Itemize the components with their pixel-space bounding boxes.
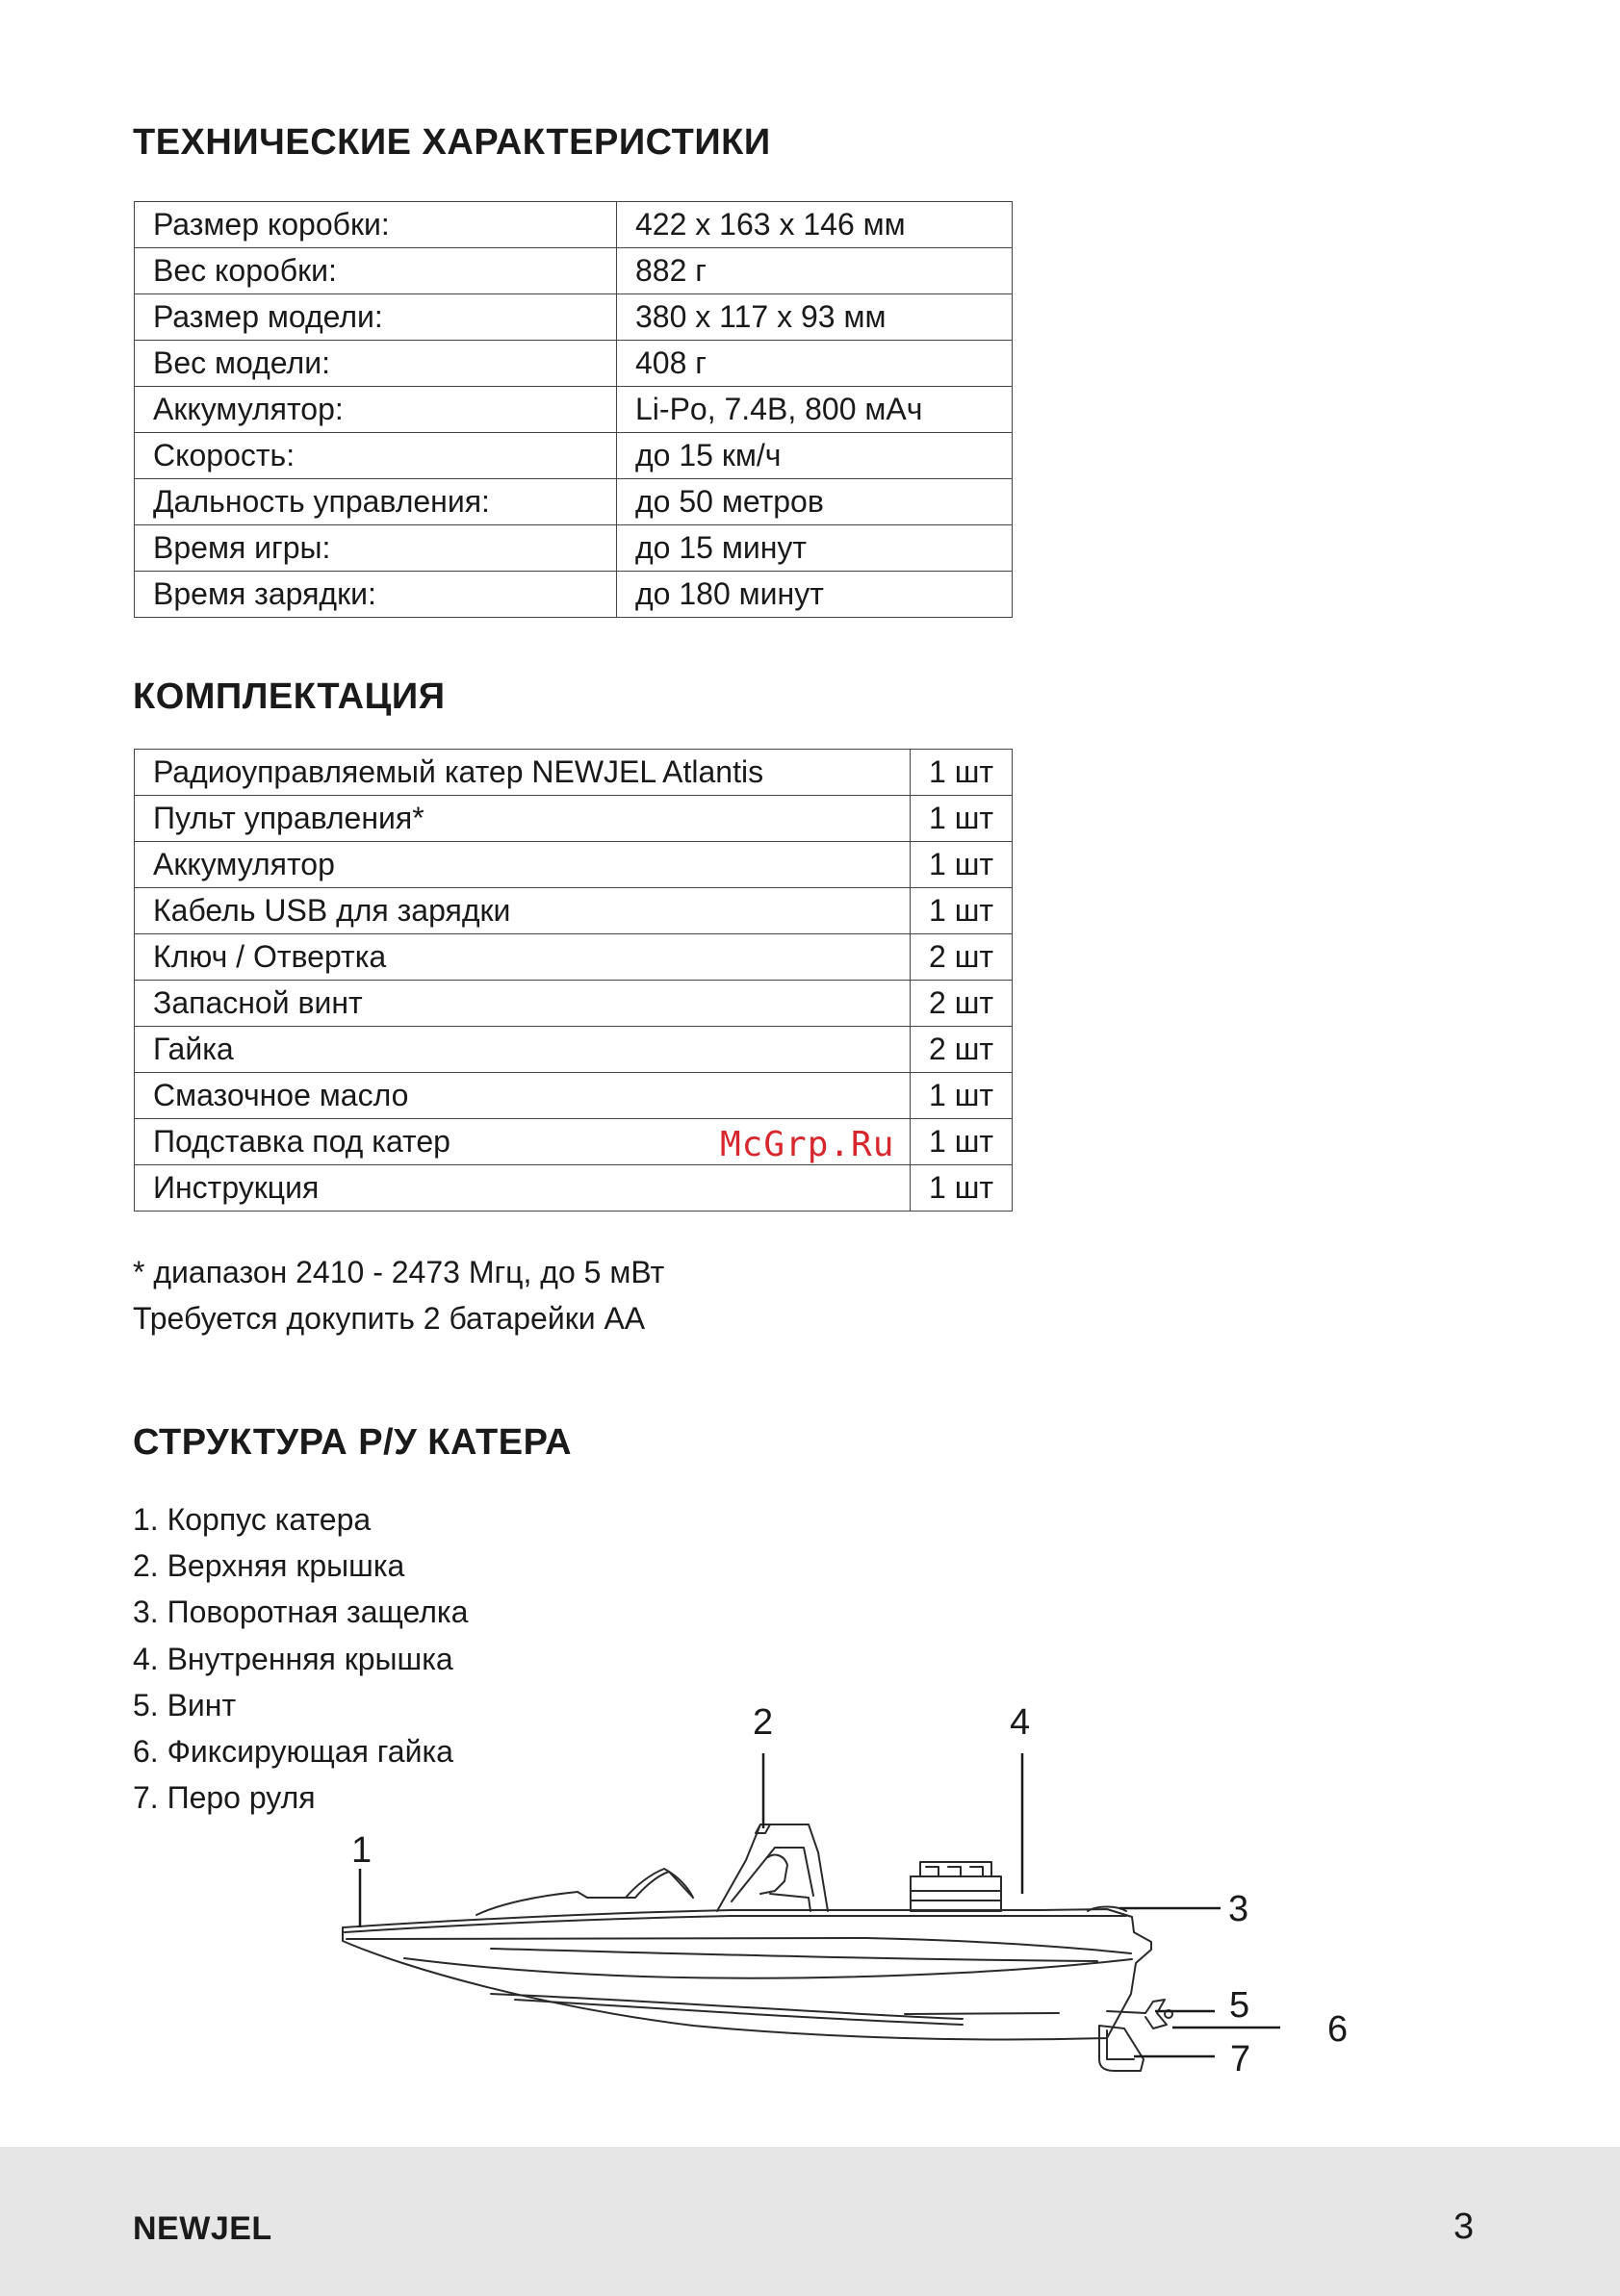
kit-row bbox=[135, 1073, 1013, 1119]
propeller bbox=[1107, 2000, 1167, 2028]
kit-title: КОМПЛЕКТАЦИЯ bbox=[133, 676, 446, 717]
part-item-1: 1. Корпус катера bbox=[133, 1502, 372, 1537]
spec-row bbox=[135, 479, 1013, 525]
kit-row bbox=[135, 888, 1013, 934]
callout-2: 2 bbox=[753, 1702, 774, 1743]
brand-name: NEWJEL bbox=[133, 2210, 272, 2247]
spec-row-label: Размер коробки: bbox=[135, 202, 617, 248]
kit-row bbox=[135, 1027, 1013, 1073]
callout-3: 3 bbox=[1228, 1889, 1249, 1929]
spec-row-value: до 180 минут bbox=[617, 572, 1013, 618]
kit-row bbox=[135, 1165, 1013, 1212]
watermark: McGrp.Ru bbox=[720, 1125, 895, 1164]
spec-row-value: до 15 минут bbox=[617, 525, 1013, 572]
spec-row bbox=[135, 433, 1013, 479]
boat-hull bbox=[343, 1909, 1151, 2039]
page-number: 3 bbox=[1453, 2207, 1475, 2247]
part-item-6: 6. Фиксирующая гайка bbox=[133, 1734, 453, 1770]
spec-row-label: Размер модели: bbox=[135, 294, 617, 341]
kit-row-qty: 2 шт bbox=[911, 934, 1013, 981]
spec-row-label: Аккумулятор: bbox=[135, 387, 617, 433]
spec-row bbox=[135, 294, 1013, 341]
callout-7: 7 bbox=[1230, 2039, 1251, 2079]
spec-row bbox=[135, 202, 1013, 248]
kit-row-item: Гайка bbox=[135, 1027, 911, 1073]
spec-row-value: до 15 км/ч bbox=[617, 433, 1013, 479]
kit-row-qty: 1 шт bbox=[911, 796, 1013, 842]
kit-row-item: Аккумулятор bbox=[135, 842, 911, 888]
kit-row-qty: 1 шт bbox=[911, 1119, 1013, 1165]
kit-row bbox=[135, 750, 1013, 796]
spec-row bbox=[135, 387, 1013, 433]
part-item-3: 3. Поворотная защелка bbox=[133, 1594, 469, 1630]
spec-row-value: Li-Po, 7.4В, 800 мАч bbox=[617, 387, 1013, 433]
kit-row-qty: 2 шт bbox=[911, 981, 1013, 1027]
batteries-note: Требуется докупить 2 батарейки АА bbox=[133, 1301, 646, 1336]
engine-block bbox=[911, 1876, 1001, 1911]
spec-row-value: 422 х 163 х 146 мм bbox=[617, 202, 1013, 248]
spec-row-label: Дальность управления: bbox=[135, 479, 617, 525]
kit-row-item: Запасной винт bbox=[135, 981, 911, 1027]
spec-row bbox=[135, 341, 1013, 387]
part-item-5: 5. Винт bbox=[133, 1687, 237, 1722]
kit-row bbox=[135, 796, 1013, 842]
kit-row bbox=[135, 842, 1013, 888]
kit-row-qty: 1 шт bbox=[911, 1073, 1013, 1119]
boat-diagram bbox=[327, 1694, 1367, 2098]
kit-row-qty: 1 шт bbox=[911, 750, 1013, 796]
kit-row-item: Ключ / Отвертка bbox=[135, 934, 911, 981]
spec-row-label: Скорость: bbox=[135, 433, 617, 479]
spec-row-value: 408 г bbox=[617, 341, 1013, 387]
kit-row-item: Инструкция bbox=[135, 1165, 911, 1212]
callout-4: 4 bbox=[1010, 1702, 1031, 1743]
callout-5: 5 bbox=[1229, 1985, 1250, 2026]
specs-title: ТЕХНИЧЕСКИЕ ХАРАКТЕРИСТИКИ bbox=[133, 122, 771, 163]
kit-row bbox=[135, 934, 1013, 981]
kit-row-qty: 1 шт bbox=[911, 1165, 1013, 1212]
callout-6: 6 bbox=[1327, 2009, 1349, 2050]
spec-row-value: до 50 метров bbox=[617, 479, 1013, 525]
frequency-note: * диапазон 2410 - 2473 Мгц, до 5 мВт bbox=[133, 1255, 665, 1289]
spec-row-label: Вес коробки: bbox=[135, 248, 617, 294]
spec-row-label: Время зарядки: bbox=[135, 572, 617, 618]
kit-row bbox=[135, 981, 1013, 1027]
callout-1: 1 bbox=[351, 1830, 373, 1871]
spec-row-value: 380 х 117 х 93 мм bbox=[617, 294, 1013, 341]
kit-row-item: Подставка под катер bbox=[135, 1119, 911, 1165]
spec-row-value: 882 г bbox=[617, 248, 1013, 294]
spec-row-label: Время игры: bbox=[135, 525, 617, 572]
kit-row-qty: 1 шт bbox=[911, 888, 1013, 934]
structure-title: СТРУКТУРА Р/У КАТЕРА bbox=[133, 1422, 573, 1463]
spec-row bbox=[135, 525, 1013, 572]
part-item-2: 2. Верхняя крышка bbox=[133, 1548, 405, 1584]
spec-row bbox=[135, 572, 1013, 618]
rudder bbox=[1099, 2026, 1144, 2071]
spec-row-label: Вес модели: bbox=[135, 341, 617, 387]
kit-row-qty: 2 шт bbox=[911, 1027, 1013, 1073]
kit-row-item: Радиоуправляемый катер NEWJEL Atlantis bbox=[135, 750, 911, 796]
kit-row-item: Пульт управления* bbox=[135, 796, 911, 842]
kit-row-qty: 1 шт bbox=[911, 842, 1013, 888]
spec-row bbox=[135, 248, 1013, 294]
kit-row-item: Кабель USB для зарядки bbox=[135, 888, 911, 934]
part-item-4: 4. Внутренняя крышка bbox=[133, 1641, 453, 1676]
part-item-7: 7. Перо руля bbox=[133, 1780, 316, 1816]
kit-row-item: Смазочное масло bbox=[135, 1073, 911, 1119]
specs-table bbox=[134, 201, 1013, 618]
